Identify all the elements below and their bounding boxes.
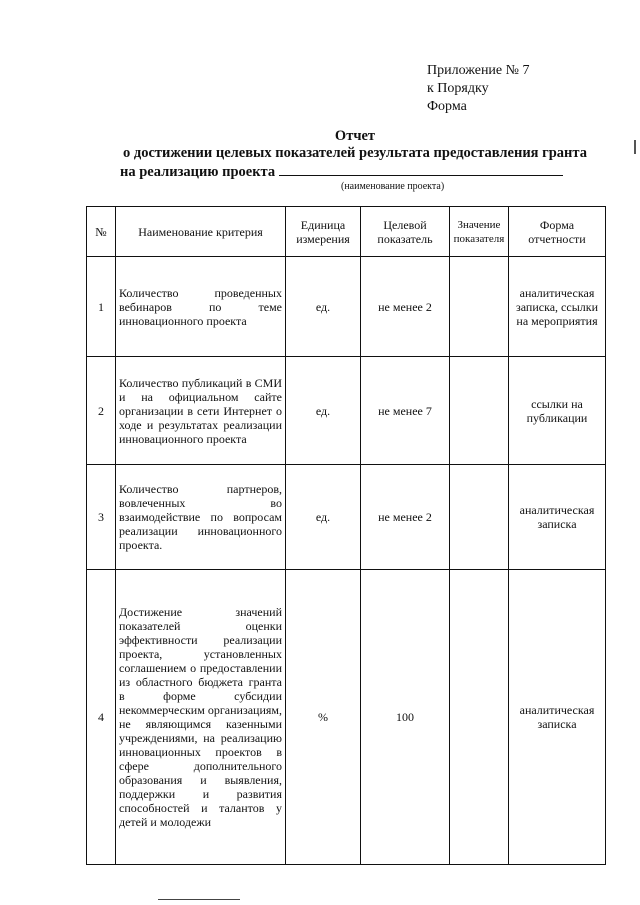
header-criterion: Наименование критерия xyxy=(116,207,286,257)
header-number: № xyxy=(87,207,116,257)
appendix-form-label: Форма xyxy=(427,99,467,114)
table-row xyxy=(87,257,606,357)
row-criterion: Количество партнеров, вовлеченных во взаимодействие по вопросам реализации инновационного проекта. xyxy=(116,465,286,570)
row-value xyxy=(450,357,509,465)
title-project-label: на реализацию проекта xyxy=(120,164,276,180)
row-value xyxy=(450,570,509,865)
report-title xyxy=(80,128,630,181)
row-criterion: Достижение значений показателей оценки эффективности реализации проекта, установленных соглашением о предоставлении из областного бюджета гранта в форме субсидии некоммерческим организациям, не являющимся казенными учреждениями, на реализацию инновационных проектов в сфере дополнительного образования и выявления, поддержки и развития способностей и талантов у детей и молодежи xyxy=(116,570,286,865)
appendix-header xyxy=(427,62,530,116)
row-criterion: Количество проведенных вебинаров по теме инновационного проекта xyxy=(116,257,286,357)
table-row xyxy=(87,465,606,570)
row-form: аналитическая записка, ссылки на мероприятия xyxy=(509,257,606,357)
row-number: 2 xyxy=(87,357,116,465)
row-unit: ед. xyxy=(286,257,361,357)
row-unit: ед. xyxy=(286,357,361,465)
header-target: Целевой показатель xyxy=(361,207,450,257)
row-number: 4 xyxy=(87,570,116,865)
criteria-table xyxy=(86,206,606,865)
row-criterion: Количество публикаций в СМИ и на официальном сайте организации в сети Интернет о ходе и результатах реализации инновационного проекта xyxy=(116,357,286,465)
header-value: Значение показателя xyxy=(450,207,509,257)
page-edge-mark xyxy=(634,140,636,154)
table-row xyxy=(87,357,606,465)
row-target: не менее 7 xyxy=(361,357,450,465)
row-unit: ед. xyxy=(286,465,361,570)
title-project-line xyxy=(120,162,630,181)
header-unit: Единица измерения xyxy=(286,207,361,257)
row-number: 3 xyxy=(87,465,116,570)
table-header-row xyxy=(87,207,606,257)
appendix-number: Приложение № 7 xyxy=(427,63,530,78)
row-form: аналитическая записка xyxy=(509,465,606,570)
footnote-divider xyxy=(158,899,240,900)
row-value xyxy=(450,465,509,570)
table-row xyxy=(87,570,606,865)
title-subject: о достижении целевых показателей результата предоставления гранта xyxy=(123,145,587,161)
row-target: не менее 2 xyxy=(361,465,450,570)
row-unit: % xyxy=(286,570,361,865)
row-target: 100 xyxy=(361,570,450,865)
row-number: 1 xyxy=(87,257,116,357)
row-form: аналитическая записка xyxy=(509,570,606,865)
appendix-order-ref: к Порядку xyxy=(427,81,489,96)
project-name-caption: (наименование проекта) xyxy=(341,181,445,192)
row-target: не менее 2 xyxy=(361,257,450,357)
row-form: ссылки на публикации xyxy=(509,357,606,465)
row-value xyxy=(450,257,509,357)
project-name-blank xyxy=(279,162,563,176)
title-report: Отчет xyxy=(334,128,376,144)
header-form: Форма отчетности xyxy=(509,207,606,257)
